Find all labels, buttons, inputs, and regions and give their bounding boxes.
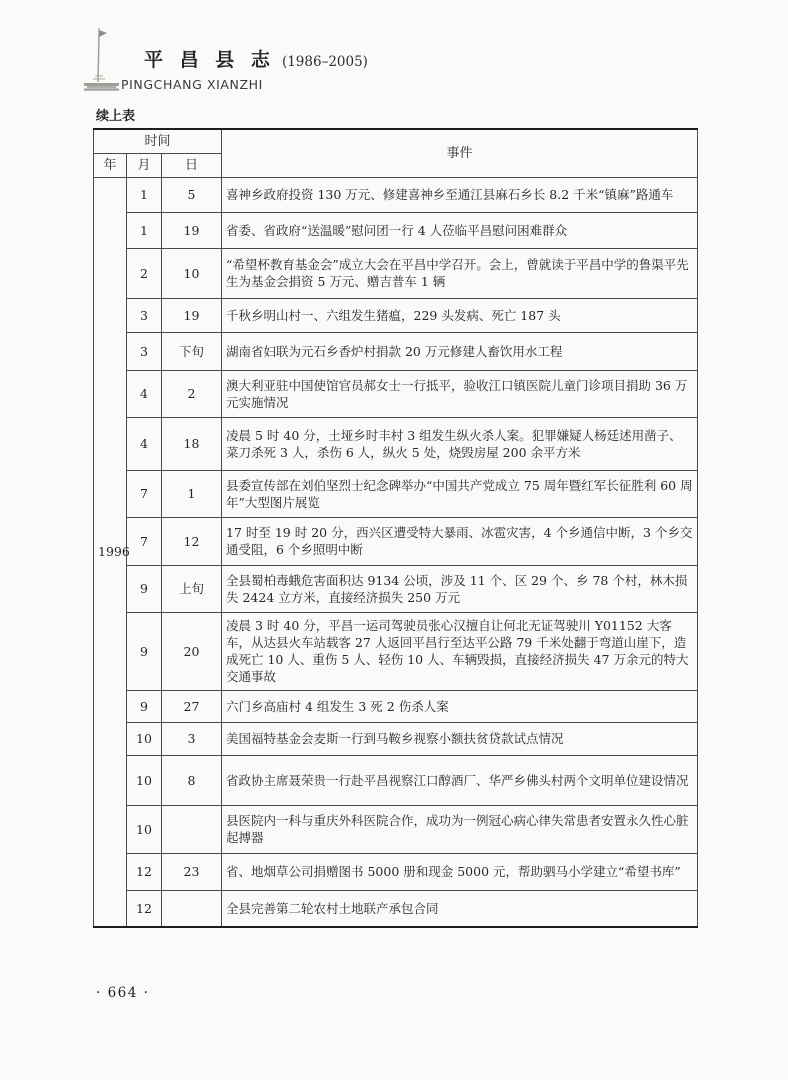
table-row [94,890,698,927]
book-title: 平 昌 县 志 [144,49,275,71]
table-row [94,722,698,755]
table-row [94,853,698,890]
table-row [94,612,698,690]
day-cell: 18 [162,417,222,470]
day-cell: 20 [162,612,222,690]
event-cell: 县医院内一科与重庆外科医院合作，成功为一例冠心病心律失常患者安置永久性心脏起搏器 [222,805,698,853]
event-cell: “希望杯教育基金会”成立大会在平昌中学召开。会上，曾就读于平昌中学的鲁渠平先生为基金会捐资 5 万元、赠吉普车 1 辆 [222,248,698,298]
day-cell [162,890,222,927]
day-cell: 8 [162,755,222,805]
monument-icon [83,26,121,92]
event-cell: 县委宣传部在刘伯坚烈士纪念碑举办“中国共产党成立 75 周年暨红军长征胜利 60 周年”大型图片展览 [222,470,698,517]
table-row [94,470,698,517]
header-year: 年 [94,153,127,177]
table-row [94,755,698,805]
day-cell [162,805,222,853]
month-cell: 10 [127,805,162,853]
month-cell: 1 [127,212,162,248]
year-cell: 1996 [94,177,127,927]
day-cell: 上旬 [162,565,222,612]
event-cell: 美国福特基金会麦斯一行到马鞍乡视察小额扶贫贷款试点情况 [222,722,698,755]
table-row [94,517,698,565]
page-number: · 664 · [96,985,150,1001]
table-continuation-note: 续上表 [96,109,136,124]
day-cell: 1 [162,470,222,517]
event-cell: 省、地烟草公司捐赠图书 5000 册和现金 5000 元，帮助驷马小学建立“希望书库” [222,853,698,890]
book-title-years: (1986–2005) [281,54,368,70]
header-day: 日 [162,153,222,177]
table-row [94,417,698,470]
table-row [94,298,698,332]
day-cell: 10 [162,248,222,298]
month-cell: 4 [127,370,162,417]
book-subtitle: PINGCHANG XIANZHI [121,77,263,92]
event-cell: 省委、省政府“送温暖”慰问团一行 4 人莅临平昌慰问困难群众 [222,212,698,248]
day-cell: 下旬 [162,332,222,370]
header-month: 月 [127,153,162,177]
month-cell: 4 [127,417,162,470]
day-cell: 19 [162,298,222,332]
table-row [94,565,698,612]
month-cell: 9 [127,565,162,612]
table-row [94,805,698,853]
table-row [94,370,698,417]
header-event: 事件 [222,129,698,177]
month-cell: 9 [127,612,162,690]
month-cell: 1 [127,177,162,212]
month-cell: 2 [127,248,162,298]
month-cell: 7 [127,470,162,517]
event-cell: 喜神乡政府投资 130 万元、修建喜神乡至通江县麻石乡长 8.2 千米“镇麻”路通车 [222,177,698,212]
day-cell: 19 [162,212,222,248]
day-cell: 3 [162,722,222,755]
event-cell: 全县完善第二轮农村土地联产承包合同 [222,890,698,927]
month-cell: 7 [127,517,162,565]
event-cell: 凌晨 3 时 40 分，平昌一运司驾驶员张心汉擅自让何北无证驾驶川 Y01152 大客车，从达县火车站载客 27 人返回平昌行至达平公路 79 千米处翻于弯道山崖下，造成死亡 10 人、重伤 5 人、轻伤 10 人、车辆毁损，直接经济损失 47 万余元的特大交通事故 [222,612,698,690]
events-table [93,128,698,928]
event-cell: 千秋乡明山村一、六组发生猪瘟，229 头发病、死亡 187 头 [222,298,698,332]
day-cell: 12 [162,517,222,565]
event-cell: 澳大利亚驻中国使馆官员郝女士一行抵平，验收江口镇医院儿童门诊项目捐助 36 万元实施情况 [222,370,698,417]
table-row [94,177,698,212]
month-cell: 10 [127,722,162,755]
table-header-row-1 [94,129,698,153]
day-cell: 2 [162,370,222,417]
event-cell: 全县蜀柏毒蛾危害面积达 9134 公顷，涉及 11 个、区 29 个、乡 78 个村，林木损失 2424 立方米，直接经济损失 250 万元 [222,565,698,612]
month-cell: 3 [127,332,162,370]
day-cell: 23 [162,853,222,890]
event-cell: 17 时至 19 时 20 分，西兴区遭受特大暴雨、冰雹灾害，4 个乡通信中断，3 个乡交通受阻，6 个乡照明中断 [222,517,698,565]
event-cell: 湖南省妇联为元石乡香炉村捐款 20 万元修建人畜饮用水工程 [222,332,698,370]
header-time: 时间 [94,129,222,153]
book-title-line [144,45,368,72]
table-row [94,690,698,722]
event-cell: 省政协主席聂荣贵一行赴平昌视察江口醇酒厂、华严乡佛头村两个文明单位建设情况 [222,755,698,805]
month-cell: 12 [127,853,162,890]
table-row [94,212,698,248]
event-cell: 凌晨 5 时 40 分，土垭乡时丰村 3 组发生纵火杀人案。犯罪嫌疑人杨廷述用凿子、菜刀杀死 3 人，杀伤 6 人，纵火 5 处，烧毁房屋 200 余平方米 [222,417,698,470]
day-cell: 27 [162,690,222,722]
month-cell: 9 [127,690,162,722]
month-cell: 10 [127,755,162,805]
table-row [94,332,698,370]
month-cell: 12 [127,890,162,927]
table-row [94,248,698,298]
month-cell: 3 [127,298,162,332]
event-cell: 六门乡高庙村 4 组发生 3 死 2 伤杀人案 [222,690,698,722]
day-cell: 5 [162,177,222,212]
